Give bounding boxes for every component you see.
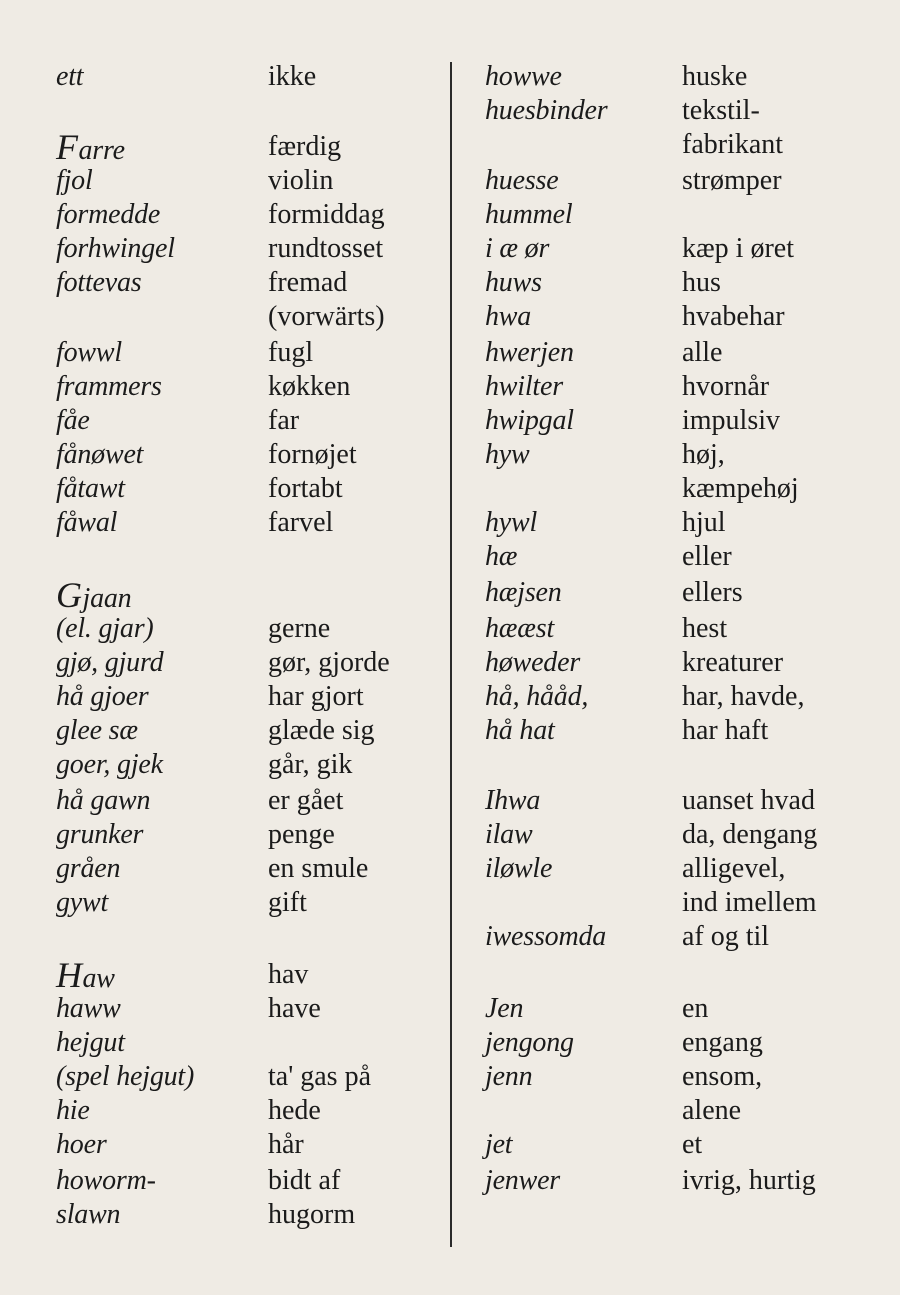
right-glossary-entry — [450, 164, 890, 198]
glossary-left-column — [0, 0, 440, 1295]
dialect-term: fåtawt — [56, 473, 125, 504]
dialect-term: iløwle — [485, 853, 553, 884]
dialect-term: gywt — [56, 887, 109, 918]
right-glossary-entry — [450, 784, 890, 818]
left-glossary-entry — [0, 198, 440, 232]
right-glossary-entry — [450, 1026, 890, 1060]
dialect-term: hå hat — [485, 715, 555, 746]
danish-translation: violin — [268, 165, 334, 196]
right-glossary-entry — [450, 540, 890, 574]
danish-translation: eller — [682, 541, 732, 572]
danish-translation: går, gik — [268, 749, 353, 780]
danish-translation: hvornår — [682, 371, 770, 402]
danish-translation: fornøjet — [268, 439, 357, 470]
dialect-term: grunker — [56, 819, 144, 850]
right-glossary-entry — [450, 404, 890, 438]
danish-translation: hest — [682, 613, 728, 644]
danish-translation: bidt af — [268, 1165, 341, 1196]
danish-translation: engang — [682, 1027, 763, 1058]
danish-translation: er gået — [268, 785, 344, 816]
danish-translation: uanset hvad — [682, 785, 815, 816]
danish-translation: hvabehar — [682, 301, 785, 332]
left-glossary-entry — [0, 1164, 440, 1198]
dialect-term: huesbinder — [485, 95, 608, 126]
dialect-term: fåe — [56, 405, 90, 436]
right-glossary-entry — [450, 576, 890, 610]
dialect-term: Jen — [485, 993, 524, 1024]
danish-translation: har, havde, — [682, 681, 805, 712]
right-glossary-entry — [450, 94, 890, 128]
dialect-term: huesse — [485, 165, 559, 196]
right-glossary-entry — [450, 1060, 890, 1094]
dialect-term: hå, hååd, — [485, 681, 589, 712]
dialect-term: (spel hejgut) — [56, 1061, 195, 1092]
right-glossary-entry — [450, 1094, 890, 1128]
dialect-term: hæ — [485, 541, 518, 572]
glossary-right-column — [450, 0, 890, 1295]
danish-translation: strømper — [682, 165, 782, 196]
right-glossary-entry — [450, 198, 890, 232]
right-glossary-entry — [450, 714, 890, 748]
left-glossary-entry — [0, 1094, 440, 1128]
dialect-term: hæjsen — [485, 577, 562, 608]
dialect-term: hyw — [485, 439, 530, 470]
danish-translation: gerne — [268, 613, 331, 644]
dialect-term: howwe — [485, 61, 562, 92]
danish-translation: hugorm — [268, 1199, 356, 1230]
right-glossary-entry — [450, 370, 890, 404]
right-glossary-entry — [450, 266, 890, 300]
right-glossary-entry — [450, 506, 890, 540]
danish-translation: har gjort — [268, 681, 364, 712]
danish-translation: kæp i øret — [682, 233, 794, 264]
right-glossary-entry — [450, 1164, 890, 1198]
danish-translation: kæmpehøj — [682, 473, 799, 504]
left-glossary-entry — [0, 404, 440, 438]
danish-translation: kreaturer — [682, 647, 784, 678]
danish-translation: fugl — [268, 337, 314, 368]
dialect-term: Haw — [56, 955, 115, 995]
left-glossary-entry — [0, 472, 440, 506]
danish-translation: da, dengang — [682, 819, 818, 850]
danish-translation: en smule — [268, 853, 369, 884]
danish-translation: ind imellem — [682, 887, 817, 918]
right-glossary-entry — [450, 472, 890, 506]
danish-translation: gift — [268, 887, 307, 918]
right-glossary-entry — [450, 612, 890, 646]
right-glossary-entry — [450, 1128, 890, 1162]
danish-translation: høj, — [682, 439, 725, 470]
left-glossary-entry — [0, 1128, 440, 1162]
dialect-term: hå gjoer — [56, 681, 149, 712]
danish-translation: impulsiv — [682, 405, 781, 436]
left-glossary-entry — [0, 886, 440, 920]
dialect-term: hææst — [485, 613, 555, 644]
dialect-term: hwa — [485, 301, 532, 332]
danish-translation: hjul — [682, 507, 726, 538]
dialect-term: jenwer — [485, 1165, 561, 1196]
right-glossary-entry — [450, 128, 890, 162]
left-glossary-entry — [0, 266, 440, 300]
danish-translation: fortabt — [268, 473, 343, 504]
danish-translation: alene — [682, 1095, 742, 1126]
left-glossary-entry — [0, 336, 440, 370]
dialect-term: høweder — [485, 647, 581, 678]
dialect-term: goer, gjek — [56, 749, 163, 780]
danish-translation: fremad — [268, 267, 348, 298]
left-glossary-entry — [0, 1060, 440, 1094]
danish-translation: et — [682, 1129, 703, 1160]
danish-translation: huske — [682, 61, 748, 92]
left-glossary-entry — [0, 646, 440, 680]
danish-translation: far — [268, 405, 300, 436]
danish-translation: formiddag — [268, 199, 385, 230]
dialect-term: ett — [56, 61, 84, 92]
dialect-term: jet — [485, 1129, 513, 1160]
right-glossary-entry — [450, 438, 890, 472]
dialect-term: hwipgal — [485, 405, 574, 436]
danish-translation: have — [268, 993, 321, 1024]
dialect-term: fowwl — [56, 337, 122, 368]
dialect-term: hywl — [485, 507, 538, 538]
right-glossary-entry — [450, 886, 890, 920]
danish-translation: farvel — [268, 507, 334, 538]
danish-translation: ensom, — [682, 1061, 763, 1092]
left-glossary-entry — [0, 714, 440, 748]
left-glossary-entry — [0, 784, 440, 818]
right-glossary-entry — [450, 818, 890, 852]
right-glossary-entry — [450, 60, 890, 94]
left-glossary-entry — [0, 60, 440, 94]
danish-translation: hav — [268, 959, 309, 990]
left-glossary-entry — [0, 164, 440, 198]
danish-translation: ivrig, hurtig — [682, 1165, 816, 1196]
right-glossary-entry — [450, 232, 890, 266]
left-glossary-entry — [0, 818, 440, 852]
left-glossary-entry — [0, 992, 440, 1026]
dialect-term: slawn — [56, 1199, 121, 1230]
dialect-term: hejgut — [56, 1027, 125, 1058]
dialect-term: jengong — [485, 1027, 574, 1058]
danish-translation: ta' gas på — [268, 1061, 372, 1092]
right-glossary-entry — [450, 646, 890, 680]
dialect-term: hå gawn — [56, 785, 151, 816]
left-glossary-entry — [0, 370, 440, 404]
danish-translation: af og til — [682, 921, 770, 952]
danish-translation: har haft — [682, 715, 769, 746]
dialect-term: Ihwa — [485, 785, 541, 816]
danish-translation: (vorwärts) — [268, 301, 385, 332]
dialect-term: gråen — [56, 853, 121, 884]
danish-translation: hår — [268, 1129, 304, 1160]
left-glossary-entry — [0, 955, 440, 995]
right-glossary-entry — [450, 992, 890, 1026]
dialect-term: fottevas — [56, 267, 142, 298]
dialect-term: haww — [56, 993, 121, 1024]
left-glossary-entry — [0, 438, 440, 472]
left-glossary-entry — [0, 680, 440, 714]
dialect-term: forhwingel — [56, 233, 175, 264]
danish-translation: glæde sig — [268, 715, 375, 746]
left-glossary-entry — [0, 1198, 440, 1232]
dialect-term: frammers — [56, 371, 162, 402]
danish-translation: hus — [682, 267, 721, 298]
danish-translation: ellers — [682, 577, 743, 608]
right-glossary-entry — [450, 852, 890, 886]
dialect-term: hie — [56, 1095, 90, 1126]
danish-translation: fabrikant — [682, 129, 784, 160]
dialect-term: hummel — [485, 199, 573, 230]
dialect-term: fjol — [56, 165, 93, 196]
dialect-term: Farre — [56, 127, 125, 167]
left-glossary-entry — [0, 127, 440, 167]
danish-translation: en — [682, 993, 709, 1024]
dialect-term: fånøwet — [56, 439, 144, 470]
right-glossary-entry — [450, 336, 890, 370]
danish-translation: hede — [268, 1095, 321, 1126]
dialect-term: gjø, gjurd — [56, 647, 164, 678]
left-glossary-entry — [0, 575, 440, 615]
dialect-term: (el. gjar) — [56, 613, 154, 644]
danish-translation: penge — [268, 819, 335, 850]
danish-translation: alligevel, — [682, 853, 786, 884]
left-glossary-entry — [0, 232, 440, 266]
left-glossary-entry — [0, 1026, 440, 1060]
dialect-term: howorm- — [56, 1165, 156, 1196]
dialect-term: glee sæ — [56, 715, 138, 746]
dialect-term: ilaw — [485, 819, 533, 850]
left-glossary-entry — [0, 748, 440, 782]
dialect-term: fåwal — [56, 507, 118, 538]
left-glossary-entry — [0, 300, 440, 334]
danish-translation: rundtosset — [268, 233, 384, 264]
dialect-term: i æ ør — [485, 233, 550, 264]
right-glossary-entry — [450, 300, 890, 334]
left-glossary-entry — [0, 612, 440, 646]
dialect-term: hwilter — [485, 371, 563, 402]
danish-translation: køkken — [268, 371, 351, 402]
dialect-term: jenn — [485, 1061, 533, 1092]
left-glossary-entry — [0, 506, 440, 540]
dialect-term: huws — [485, 267, 542, 298]
right-glossary-entry — [450, 920, 890, 954]
danish-translation: ikke — [268, 61, 317, 92]
danish-translation: gør, gjorde — [268, 647, 390, 678]
dialect-term: hoer — [56, 1129, 107, 1160]
dialect-term: hwerjen — [485, 337, 574, 368]
dialect-term: formedde — [56, 199, 161, 230]
dialect-term: Gjaan — [56, 575, 132, 615]
dialect-term: iwessomda — [485, 921, 607, 952]
danish-translation: tekstil- — [682, 95, 760, 126]
danish-translation: færdig — [268, 131, 342, 162]
right-glossary-entry — [450, 680, 890, 714]
danish-translation: alle — [682, 337, 723, 368]
left-glossary-entry — [0, 852, 440, 886]
